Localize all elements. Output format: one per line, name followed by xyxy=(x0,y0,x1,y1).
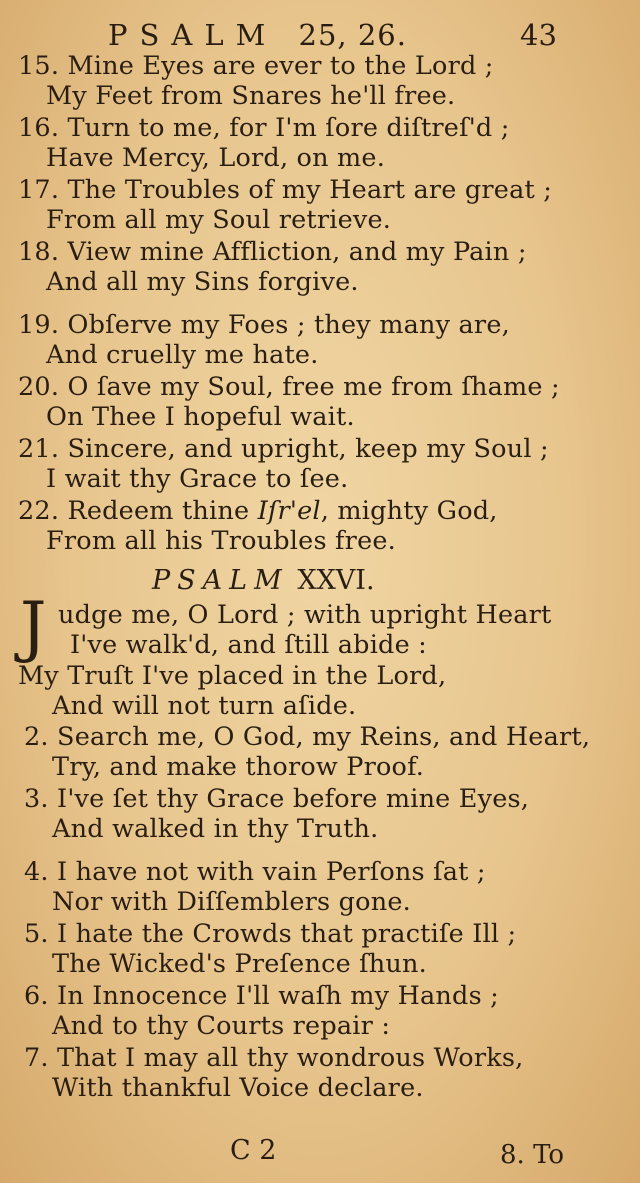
verse-7-line-1: 7. That I may all thy wondrous Works, xyxy=(24,1043,524,1073)
verse-6-line-2: And to thy Courts repair : xyxy=(52,1011,391,1041)
verse-19-line-1: 19. Obſerve my Foes ; they many are, xyxy=(18,310,510,340)
verse-18-line-1: 18. View mine Affliction, and my Pain ; xyxy=(18,237,527,267)
verse-16-line-2: Have Mercy, Lord, on me. xyxy=(46,143,386,173)
page-number: 43 xyxy=(520,18,557,52)
verse-22-line-1: 22. Redeem thine Iſr'el, mighty God, xyxy=(18,496,498,526)
verse-5-line-1: 5. I hate the Crowds that practiſe Ill ; xyxy=(24,919,517,949)
signature-mark: C 2 xyxy=(230,1135,277,1166)
verse-15-line-2: My Feet from Snares he'll free. xyxy=(46,81,456,111)
running-title: PSALM 25, 26. xyxy=(108,18,407,52)
verse-2-line-2: Try, and make thorow Proof. xyxy=(52,752,425,782)
catchword: 8. To xyxy=(500,1140,565,1170)
verse-22-line-2: From all his Troubles free. xyxy=(46,526,396,556)
verse-16-line-1: 16. Turn to me, for I'm ſore diſtreſ'd ; xyxy=(18,113,510,143)
verse-15-line-1: 15. Mine Eyes are ever to the Lord ; xyxy=(18,51,494,81)
verse-1-line-4: And will not turn aſide. xyxy=(52,691,357,721)
verse-1-line-3: My Truſt I've placed in the Lord, xyxy=(18,661,447,691)
verse-3-line-2: And walked in thy Truth. xyxy=(52,814,379,844)
verse-7-line-2: With thankful Voice declare. xyxy=(52,1073,424,1103)
verse-19-line-2: And cruelly me hate. xyxy=(46,340,319,370)
verse-21-line-1: 21. Sincere, and upright, keep my Soul ; xyxy=(18,434,549,464)
israel-italic: Iſr'el xyxy=(257,496,321,526)
verse-4-line-1: 4. I have not with vain Perſons ſat ; xyxy=(24,857,486,887)
verse-17-line-1: 17. The Troubles of my Heart are great ; xyxy=(18,175,553,205)
verse-1-line-2: I've walk'd, and ſtill abide : xyxy=(70,630,427,660)
verse-2-line-1: 2. Search me, O God, my Reins, and Heart, xyxy=(24,722,591,752)
verse-5-line-2: The Wicked's Preſence ſhun. xyxy=(52,949,427,979)
psalm-heading: PSALM XXVI. xyxy=(152,565,375,596)
verse-20-line-1: 20. O ſave my Soul, free me from ſhame ; xyxy=(18,372,560,402)
drop-cap: J xyxy=(20,588,47,665)
verse-17-line-2: From all my Soul retrieve. xyxy=(46,205,392,235)
verse-3-line-1: 3. I've ſet thy Grace before mine Eyes, xyxy=(24,784,530,814)
verse-21-line-2: I wait thy Grace to ſee. xyxy=(46,464,349,494)
verse-18-line-2: And all my Sins forgive. xyxy=(46,267,359,297)
verse-6-line-1: 6. In Innocence I'll waſh my Hands ; xyxy=(24,981,499,1011)
verse-1-line-1: udge me, O Lord ; with upright Heart xyxy=(58,600,552,630)
verse-4-line-2: Nor with Diſſemblers gone. xyxy=(52,887,411,917)
verse-20-line-2: On Thee I hopeful wait. xyxy=(46,402,355,432)
